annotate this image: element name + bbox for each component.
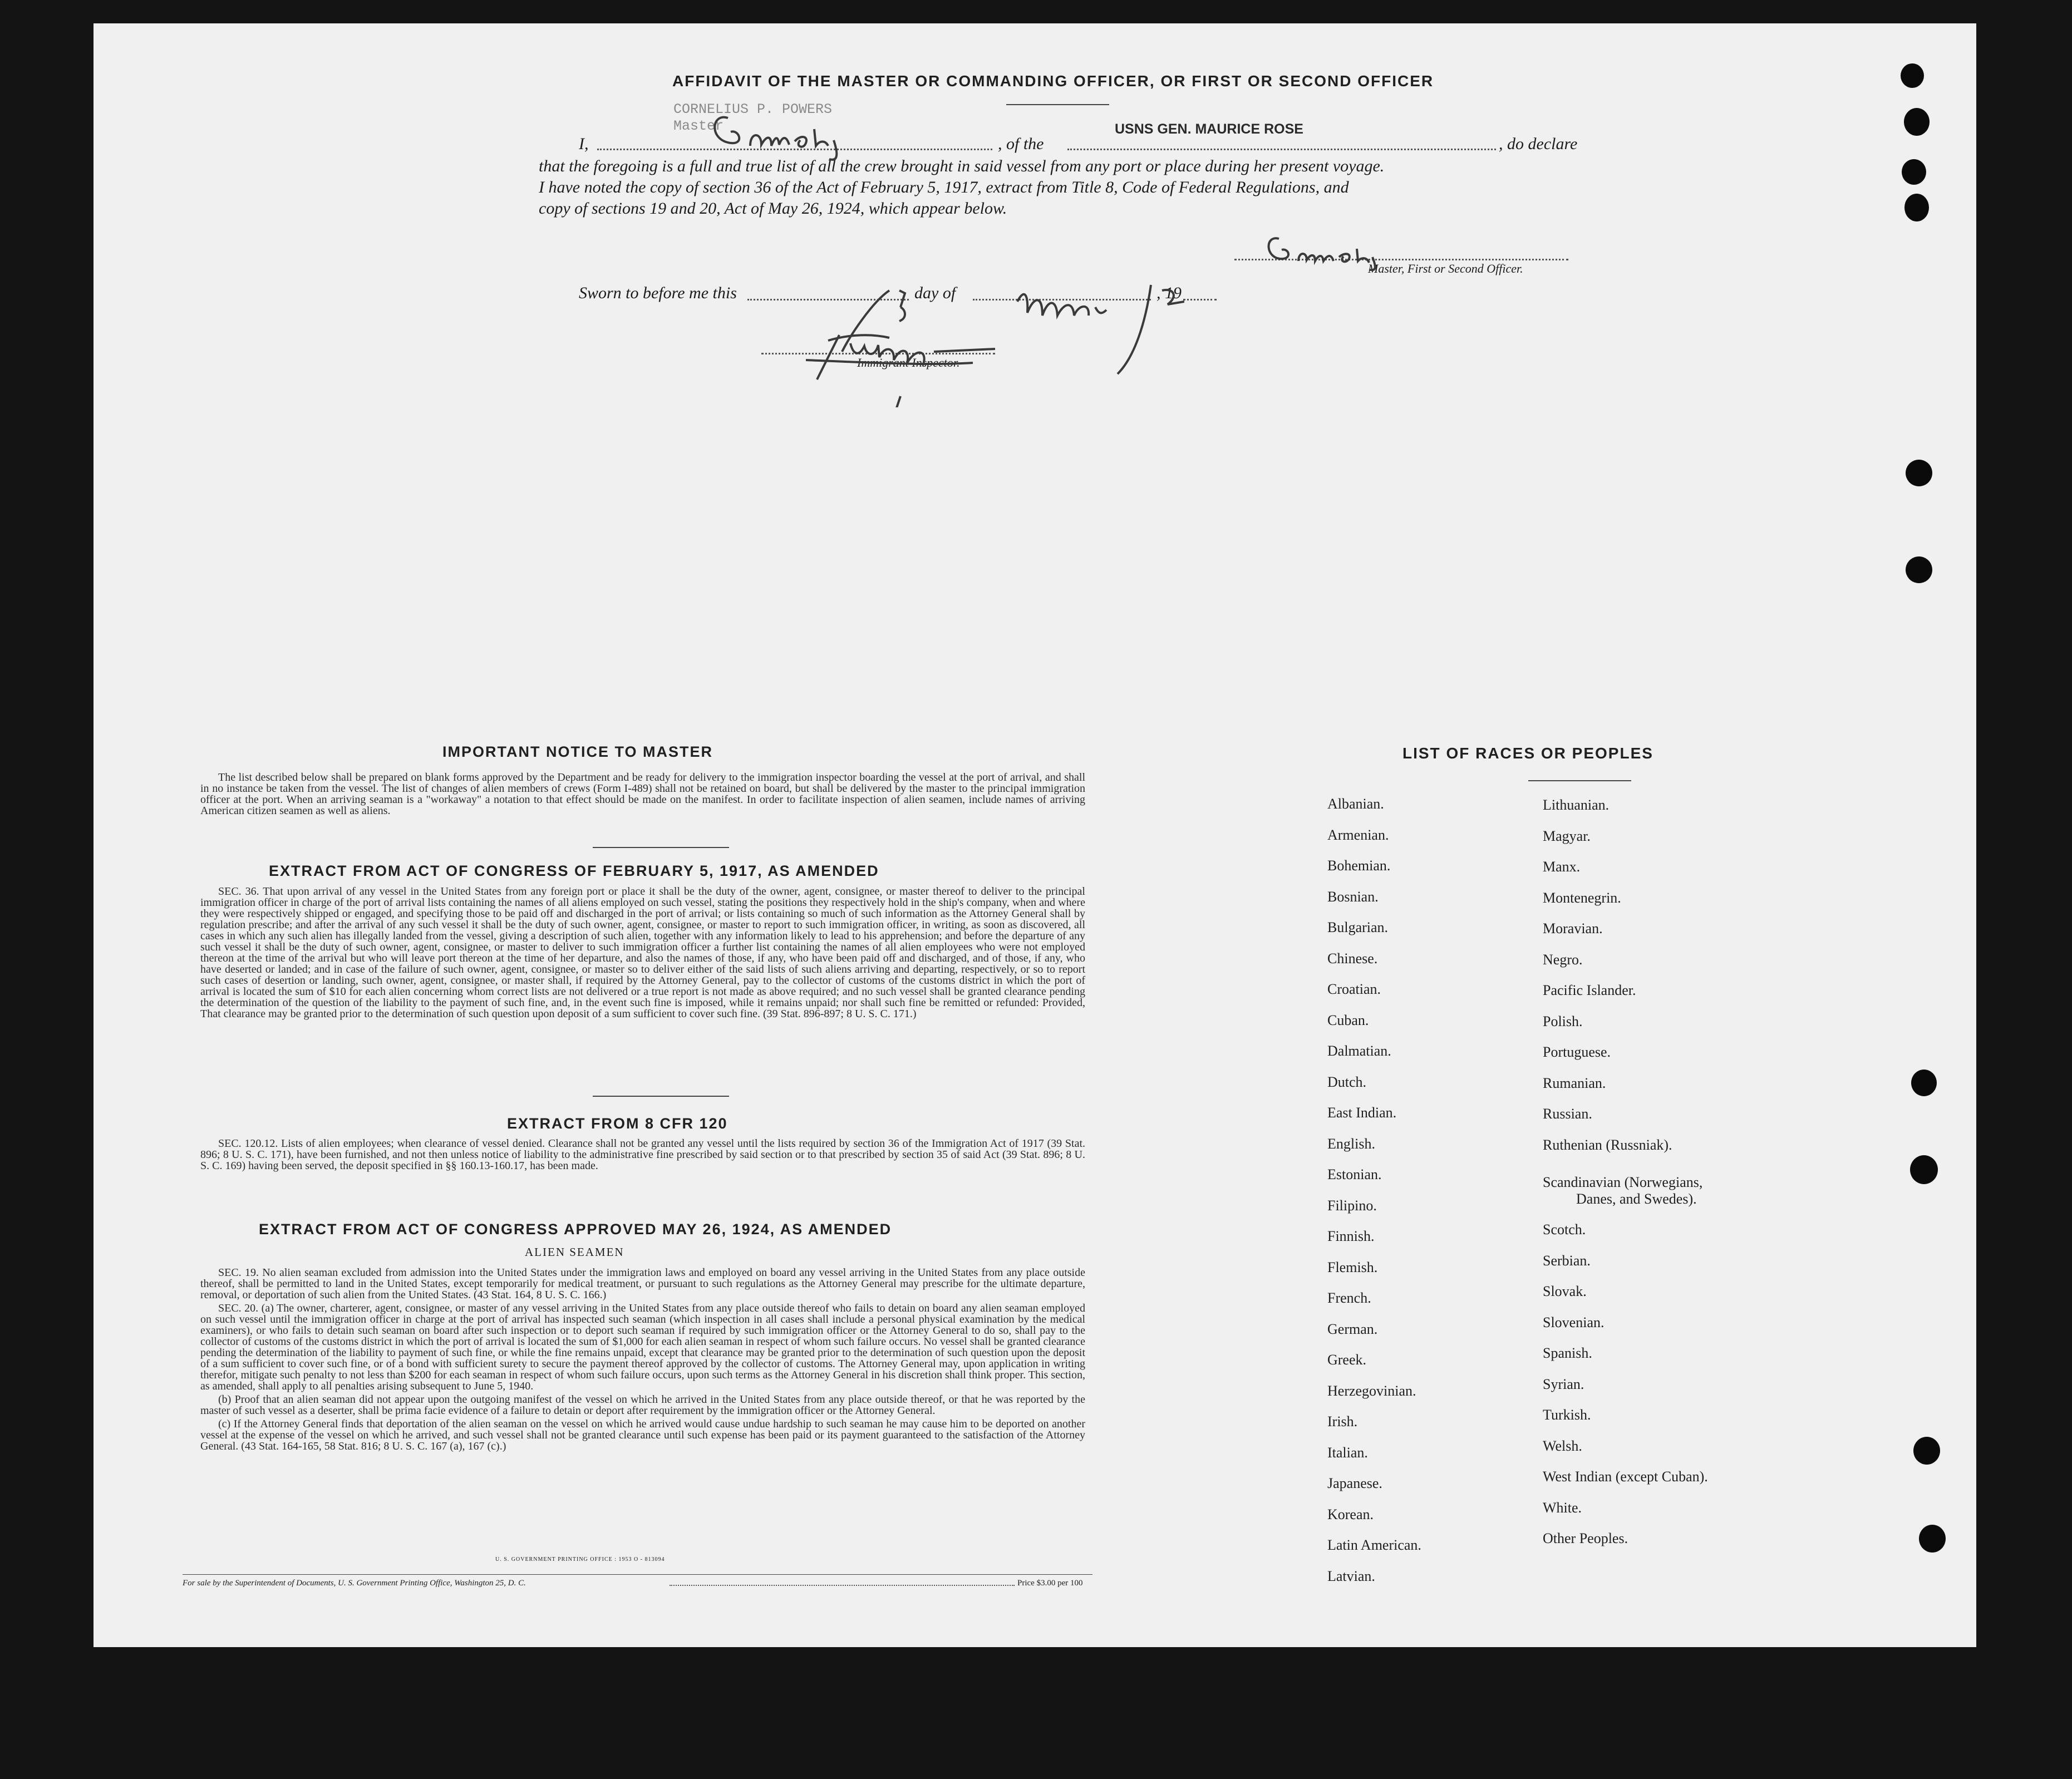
- sec-20c-text: (c) If the Attorney General finds that deportation of the alien seaman on the vessel on which he arrived would cause undue hardship to such seaman he may cause him to be deported on another vessel at the expense of the vessel on which he arrived, and such vessel shall not be granted clearance until such expense has been paid or its payment guaranteed to the satisfaction of the Attorney General. (43 Stat. 164-165, 58 Stat. 816; 8 U. S. C. 167 (a), 167 (c).): [200, 1418, 1085, 1452]
- extract-cfr-title: EXTRACT FROM 8 CFR 120: [507, 1115, 728, 1132]
- extract-1917-title: EXTRACT FROM ACT OF CONGRESS OF FEBRUARY 5, 1917, AS AMENDED: [269, 863, 879, 879]
- race-item: Bohemian.: [1327, 858, 1391, 874]
- race-item: English.: [1327, 1135, 1375, 1152]
- race-item: Danes, and Swedes).: [1576, 1191, 1697, 1207]
- race-item: Ruthenian (Russniak).: [1543, 1136, 1672, 1153]
- race-item: Chinese.: [1327, 950, 1378, 967]
- sale-notice: For sale by the Superintendent of Documents, U. S. Government Printing Office, Washington 25, D. C.: [183, 1579, 526, 1588]
- race-item: Latvian.: [1327, 1568, 1375, 1584]
- inspector-caption: Immigrant Inspector.: [857, 356, 960, 369]
- races-rule: [1528, 780, 1631, 781]
- race-item: Portuguese.: [1543, 1044, 1611, 1060]
- extract-cfr-body: SEC. 120.12. Lists of alien employees; when clearance of vessel denied. Clearance shall not be granted any vessel until the lists required by section 36 of the Immigration Act of 1917 (39 Stat. 896; 8 U. S. C. 171), have been furnished, and not then unless notice of liability to the administrative fine prescribed by said section or to that prescribed by section 35 of said Act (39 Stat. 896; 8 U. S. C. 169) having been served, the deposit specified in §§ 160.13-160.17, has been made.: [200, 1137, 1085, 1172]
- race-item: Turkish.: [1543, 1407, 1591, 1423]
- race-item: Manx.: [1543, 859, 1581, 875]
- race-item: Filipino.: [1327, 1197, 1377, 1214]
- punch-hole: [1904, 194, 1929, 221]
- races-right-column: [1543, 797, 1776, 1561]
- punch-hole: [1904, 108, 1930, 136]
- race-item: White.: [1543, 1499, 1582, 1516]
- typed-master-title: Master: [673, 118, 724, 134]
- race-item: Magyar.: [1543, 827, 1591, 844]
- punch-hole: [1902, 159, 1926, 185]
- inspector-handwritten-signature: [761, 268, 1184, 407]
- punch-hole: [1911, 1070, 1937, 1096]
- race-item: Finnish.: [1327, 1228, 1375, 1244]
- title-rule: [1006, 104, 1109, 105]
- year-line: [1183, 299, 1217, 300]
- price-notice: Price $3.00 per 100: [1017, 1579, 1083, 1588]
- race-item: Slovak.: [1543, 1283, 1587, 1299]
- race-item: Dutch.: [1327, 1073, 1367, 1090]
- affidavit-line-2: that the foregoing is a full and true list of all the crew brought in said vessel from any port or place during her present voyage.: [539, 157, 1385, 175]
- punch-hole: [1913, 1437, 1940, 1465]
- race-item: Moravian.: [1543, 920, 1603, 937]
- race-item: Syrian.: [1543, 1376, 1584, 1392]
- race-item: Slovenian.: [1543, 1314, 1605, 1330]
- master-handwritten-signature: [706, 101, 850, 162]
- do-declare-text: , do declare: [1499, 135, 1578, 153]
- race-item: Albanian.: [1327, 796, 1384, 812]
- races-left-column: [1327, 796, 1517, 1599]
- race-item: Negro.: [1543, 951, 1583, 968]
- day-of-text: day of: [914, 284, 956, 302]
- master-signature-repeat: [1262, 232, 1385, 271]
- race-item: Serbian.: [1543, 1252, 1591, 1269]
- race-item: Scotch.: [1543, 1221, 1586, 1238]
- race-item: Korean.: [1327, 1506, 1374, 1522]
- punch-hole: [1910, 1155, 1938, 1184]
- race-item: Herzegovinian.: [1327, 1382, 1416, 1399]
- race-item: Bosnian.: [1327, 888, 1379, 905]
- race-item: Bulgarian.: [1327, 919, 1389, 935]
- punch-hole: [1919, 1525, 1946, 1553]
- race-item: Greek.: [1327, 1352, 1367, 1368]
- race-item: Spanish.: [1543, 1345, 1592, 1361]
- race-item: Flemish.: [1327, 1259, 1378, 1275]
- of-the-text: , of the: [998, 135, 1044, 153]
- race-item: West Indian (except Cuban).: [1543, 1468, 1708, 1485]
- notice-title: IMPORTANT NOTICE TO MASTER: [442, 743, 713, 760]
- race-item: Rumanian.: [1543, 1075, 1606, 1091]
- alien-seamen-subtitle: ALIEN SEAMEN: [525, 1245, 624, 1259]
- race-item: Scandinavian (Norwegians,: [1543, 1174, 1703, 1190]
- race-item: Cuban.: [1327, 1012, 1369, 1028]
- master-caption: Master, First or Second Officer.: [1368, 262, 1523, 275]
- footer-rule: [183, 1574, 1092, 1575]
- sec-20b-text: (b) Proof that an alien seaman did not appear upon the outgoing manifest of the vessel on which he arrived in the United States from any place outside thereof, or that he was reported by the master of such vessel as a deserter, shall be prima facie evidence of a failure to detain or deport after requirement by the immigration officer or the Attorney General.: [200, 1393, 1085, 1417]
- race-item: Japanese.: [1327, 1475, 1382, 1491]
- race-item: Italian.: [1327, 1444, 1368, 1461]
- race-item: Armenian.: [1327, 826, 1389, 843]
- affidavit-form-page: [93, 23, 1976, 1647]
- race-item: Croatian.: [1327, 981, 1381, 997]
- affidavit-title: AFFIDAVIT OF THE MASTER OR COMMANDING OFFICER, OR FIRST OR SECOND OFFICER: [672, 72, 1434, 90]
- race-item: Dalmatian.: [1327, 1043, 1391, 1059]
- race-item: Welsh.: [1543, 1437, 1582, 1454]
- extract-cfr-text: [200, 1138, 1085, 1174]
- race-item: East Indian.: [1327, 1105, 1397, 1121]
- extract-1917-body: SEC. 36. That upon arrival of any vessel in the United States from any foreign port or place it shall be the duty of the owner, agent, consignee, or master thereof to deliver to the principal immigration officer in charge of the port of arrival lists containing the names of all aliens employed on such vessel, stating the positions they respectively hold in the ship's company, when and where they were respectively shipped or engaged, and specifying those to be paid off and discharged in the port of arrival; or lists containing so much of such information as the Attorney General shall by regulation prescribe; and after the arrival of any such vessel it shall be the duty of such owner, agent, consignee, or master to report to such immigration officer, in writing, as soon as discovered, all cases in which any such alien has illegally landed from the vessel, giving a description of such alien, together with any information likely to lead to his apprehension; and before the departure of any such vessel it shall be the duty of such owner, agent, consignee, or master to deliver to such immigration officer a further list containing the names of all alien employees who were not employed thereon at the time of the arrival but who will leave port thereon at the time of her departure, and also the names of those, if any, who have been paid off and discharged, and of those, if any, who have deserted or landed; and in case of the failure of such owner, agent, consignee, or master so to deliver either of the said lists of such aliens arriving and departing, respectively, or so to report such cases of desertion or landing, such owner, agent, consignee, or master shall, if required by the Attorney General, pay to the collector of customs of the customs district in which the port of arrival is located the sum of $10 for each alien concerning whom correct lists are not delivered or a true report is not made as above required; and no such vessel shall be granted clearance pending the determination of the question of the liability to the payment of such fine, and, in the event such fine is imposed, while it remains unpaid; nor shall such fine be remitted or refunded: Provided, That clearance may be granted prior to the determination of such question upon deposit of a sum sufficient to cover such fine. (39 Stat. 896-897; 8 U. S. C. 171.): [200, 885, 1085, 1020]
- extract-1917-text: [200, 886, 1085, 1022]
- punch-hole: [1906, 556, 1932, 583]
- race-item: Polish.: [1543, 1013, 1583, 1029]
- race-item: French.: [1327, 1290, 1371, 1306]
- race-item: Estonian.: [1327, 1166, 1382, 1182]
- affidavit-line-3: I have noted the copy of section 36 of the Act of February 5, 1917, extract from Title 8, Code of Federal Regulations, and: [539, 178, 1349, 196]
- extract-1924-title: EXTRACT FROM ACT OF CONGRESS APPROVED MAY 26, 1924, AS AMENDED: [259, 1221, 892, 1238]
- footer-leader: [670, 1585, 1015, 1586]
- race-item: Other Peoples.: [1543, 1530, 1628, 1546]
- i-prefix: I,: [579, 135, 589, 153]
- gpo-imprint: U. S. GOVERNMENT PRINTING OFFICE : 1953 O - 813094: [495, 1556, 665, 1563]
- year-prefix: , 19: [1156, 284, 1182, 302]
- punch-hole: [1901, 63, 1924, 88]
- sec-20a-text: SEC. 20. (a) The owner, charterer, agent, consignee, or master of any vessel arriving in the United States from any place outside thereof who fails to detain on board any alien seaman employed on such vessel until the immigration officer in charge at the port of arrival has inspected such seaman (which inspection in all cases shall include a personal physical examination by the medical examiners), or who fails to detain such seaman on board after such inspection or to deport such seaman if required by such immigration officer or the Attorney General to do so, shall pay to the collector of customs of the customs district in which the port of arrival is located the sum of $1,000 for each alien seaman in respect of whom such failure occurs. No vessel shall be granted clearance pending the determination of the liability to payment of such fine, or while the fine remains unpaid, except that clearance may be granted prior to the determination of such question upon the deposit of a sum sufficient to cover such fine, or of a bond with sufficient surety to secure the payment thereof approved by the collector of customs. The Attorney General may, upon application in writing therefor, mitigate such penalty to not less than $200 for each seaman in respect of whom such failure occurs, upon such terms as the Attorney General in his discretion shall think proper. This section, as amended, shall apply to all penalties arising subsequent to June 5, 1940.: [200, 1302, 1085, 1392]
- punch-hole: [1906, 460, 1932, 486]
- race-item: Russian.: [1543, 1106, 1592, 1122]
- extract-1924-text: [200, 1267, 1085, 1454]
- sec-19-text: SEC. 19. No alien seaman excluded from admission into the United States under the immigration laws and employed on board any vessel arriving in the United States from any place outside thereof, shall be permitted to land in the United States, except temporarily for medical treatment, or pursuant to such regulations as the Attorney General may prescribe for the ultimate departure, removal, or deportation of such alien from the United States. (43 Stat. 164, 8 U. S. C. 166.): [200, 1267, 1085, 1301]
- notice-rule: [593, 847, 729, 848]
- typed-master-name: CORNELIUS P. POWERS: [673, 101, 833, 117]
- race-item: Irish.: [1327, 1413, 1358, 1430]
- races-title: LIST OF RACES OR PEOPLES: [1402, 745, 1653, 762]
- race-item: German.: [1327, 1320, 1378, 1337]
- sworn-prefix: Sworn to before me this: [579, 284, 737, 302]
- race-item: Pacific Islander.: [1543, 982, 1636, 998]
- notice-text: [200, 772, 1085, 819]
- race-item: Lithuanian.: [1543, 797, 1610, 813]
- notice-body: The list described below shall be prepared on blank forms approved by the Department and be ready for delivery to the immigration inspector boarding the vessel at the port of arrival, and shall in no instance be taken from the vessel. The list of changes of alien members of crews (Form I-489) shall not be retained on board, but shall be delivered by the master to the principal immigration officer at the port. When an arriving seaman is a "workaway" a notation to that effect should be made on the manifest. In order to facilitate inspection of alien seamen, include names of arriving American citizen seamen as well as aliens.: [200, 771, 1085, 817]
- affidavit-line-4: copy of sections 19 and 20, Act of May 26, 1924, which appear below.: [539, 199, 1007, 218]
- race-item: Montenegrin.: [1543, 889, 1621, 906]
- extract-1917-rule: [593, 1096, 729, 1097]
- vessel-line: [1067, 149, 1496, 150]
- vessel-name: USNS GEN. MAURICE ROSE: [1115, 121, 1303, 137]
- race-item: Latin American.: [1327, 1537, 1421, 1553]
